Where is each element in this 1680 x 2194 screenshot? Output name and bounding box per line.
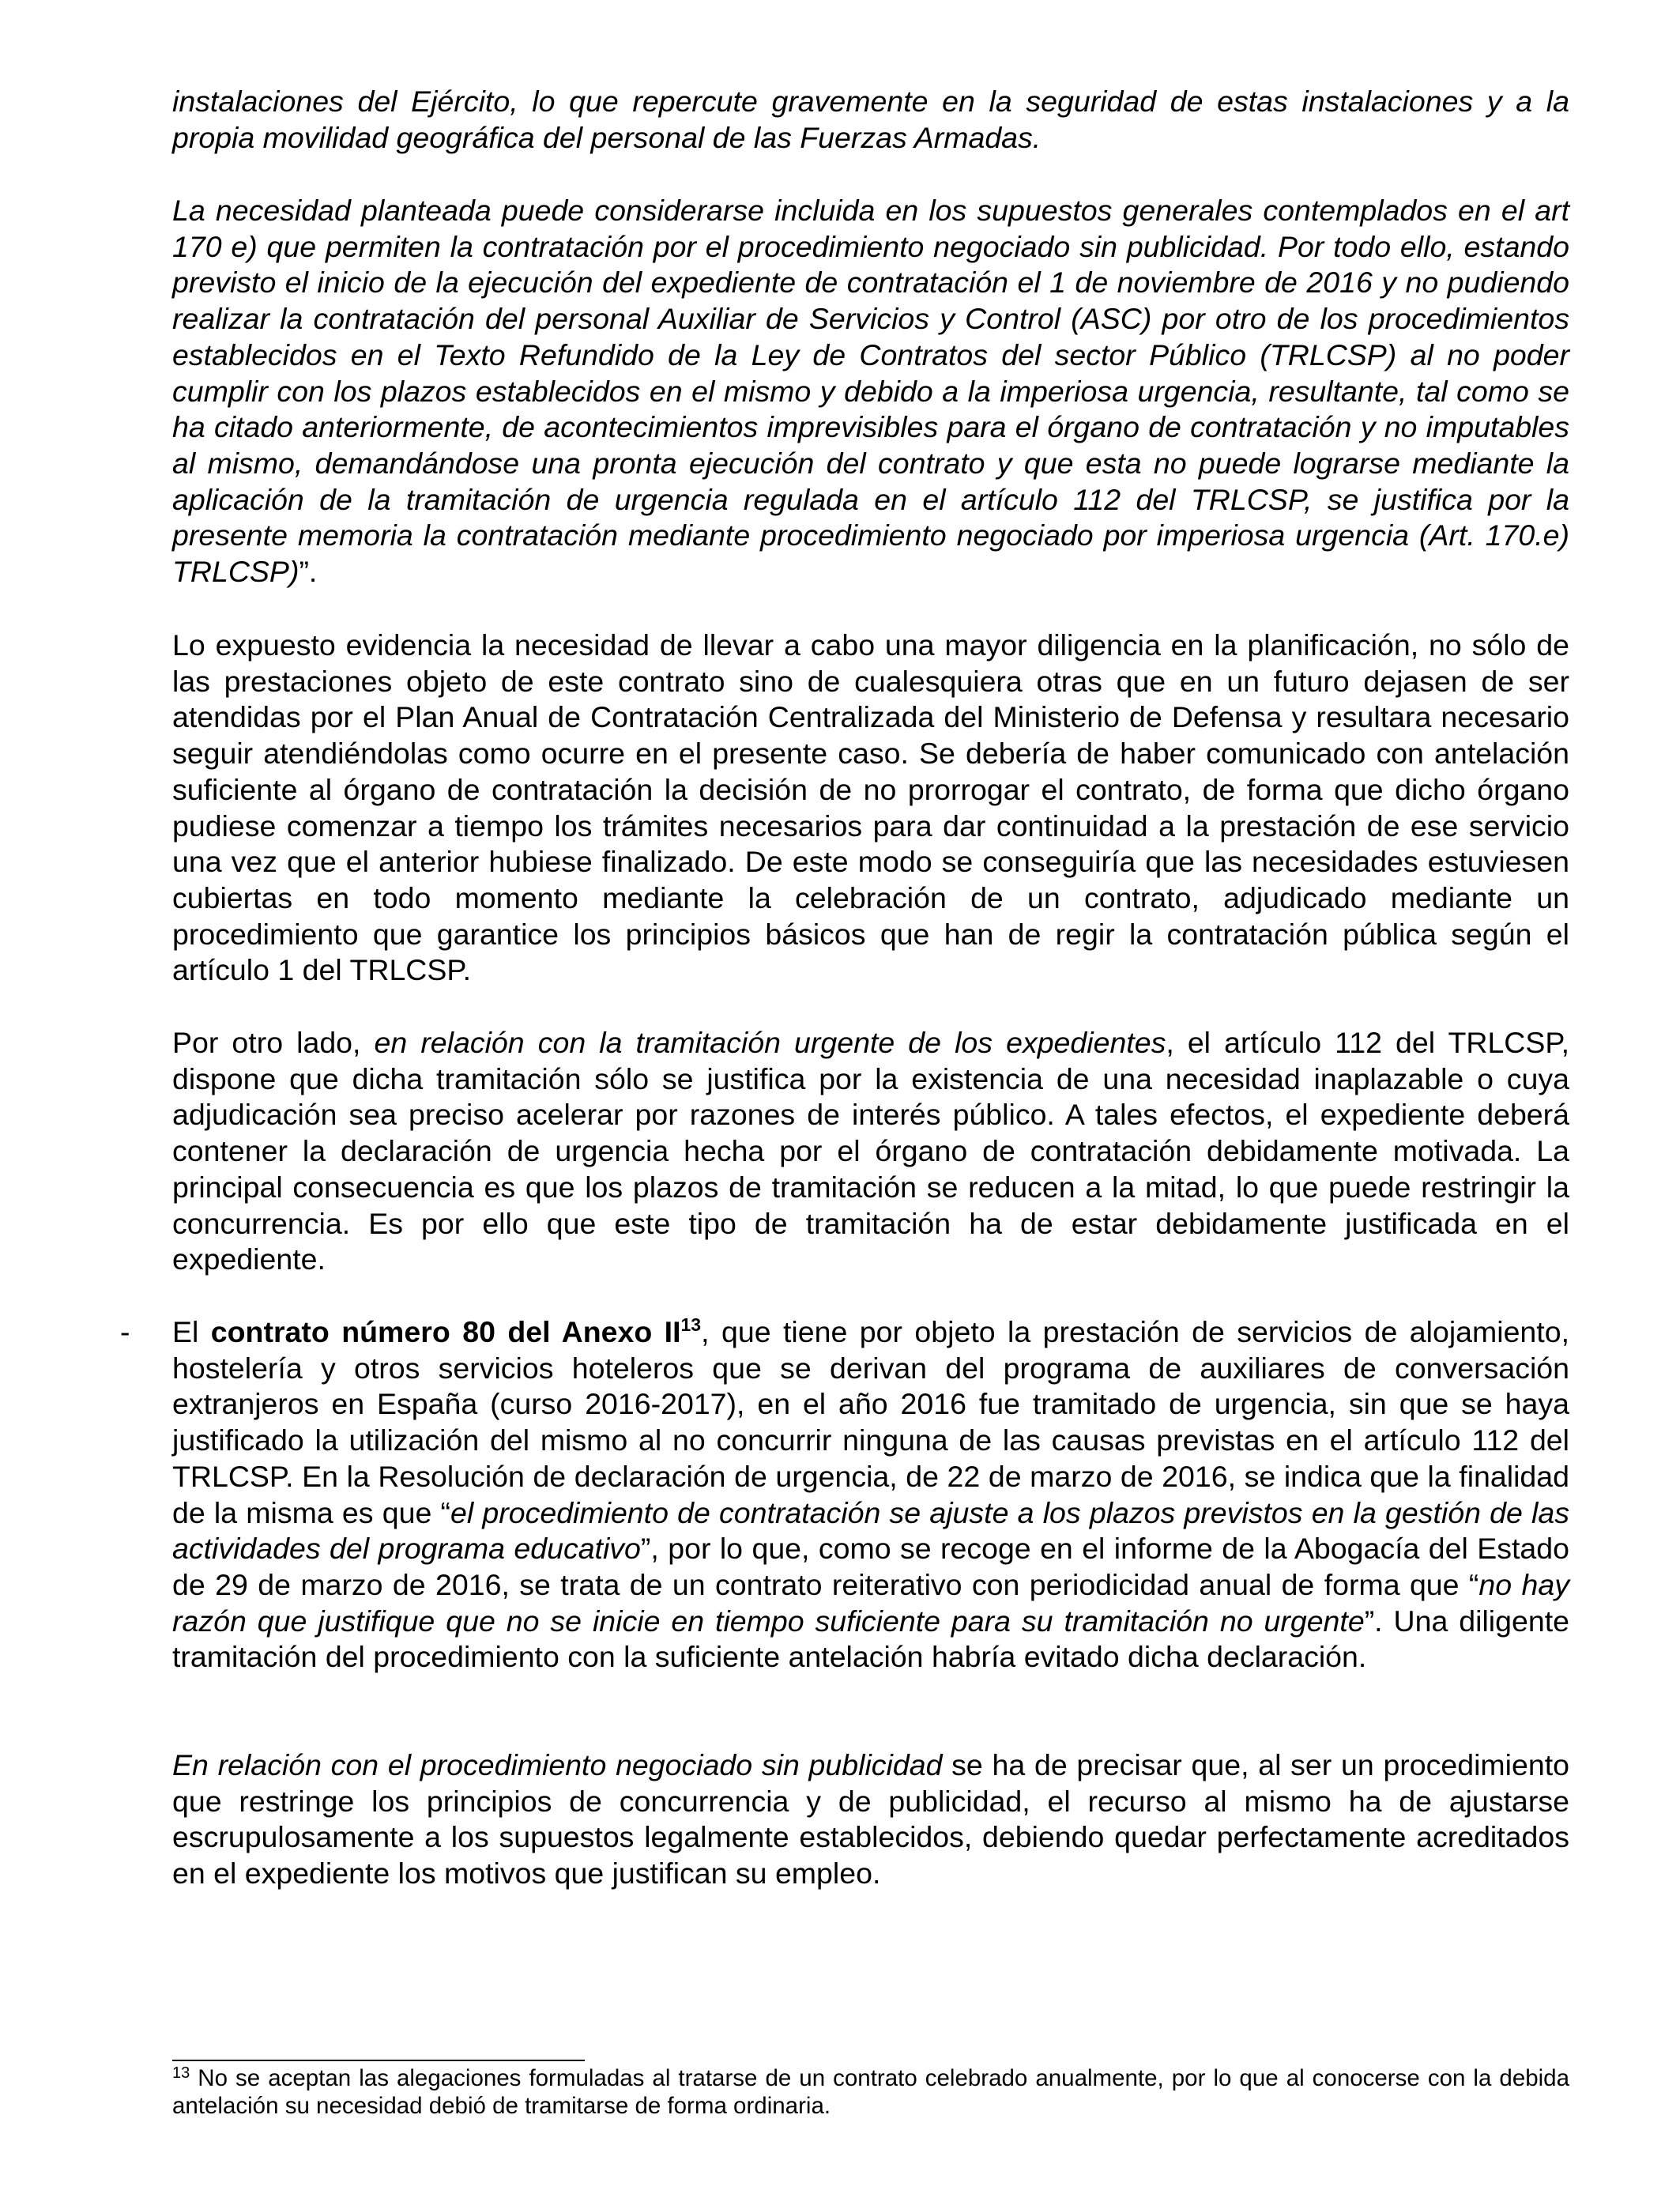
list-bullet-dash: -	[120, 1315, 130, 1348]
paragraph-5-quote-1: el procedimiento de contratación se ajuste a los plazos previstos en la gestión de las actividades del programa educativo	[172, 1495, 1569, 1566]
paragraph-2-text: La necesidad planteada puede considerarse incluida en los supuestos generales contemplados en el art 170 e) que permiten la contratación por el procedimiento negociado sin publicidad. Por todo ello, estando previsto el inicio de la ejecución del expediente de contratación el 1 de noviembre de 2016 y no pudiendo realizar la contratación del personal Auxiliar de Servicios y Control (ASC) por otro de los procedimientos establecidos en el Texto Refundido de la Ley de Contratos del sector Público (TRLCSP) al no poder cumplir con los plazos establecidos en el mismo y debido a la imperiosa urgencia, resultante, tal como se ha citado anteriormente, de acontecimientos imprevisibles para el órgano de contratación y no imputables al mismo, demandándose una pronta ejecución del contrato y que esta no puede lograrse mediante la aplicación de la tramitación de urgencia regulada en el artículo 112 del TRLCSP, se justifica por la presente memoria la contratación mediante procedimiento negociado por imperiosa urgencia (Art. 170.e) TRLCSP)	[172, 194, 1569, 589]
paragraph-2	[172, 193, 1569, 590]
paragraph-5-lead: El	[172, 1315, 211, 1348]
paragraph-4	[172, 1025, 1569, 1278]
footnote-separator	[172, 2060, 585, 2061]
footnote-reference-13[interactable]: 13	[680, 1314, 702, 1335]
paragraph-5-body-3: ”. Una diligente tramitación del procedimiento con la suficiente antelación habría evitado dicha declaración.	[172, 1604, 1569, 1674]
footnote-13	[172, 2064, 1569, 2120]
paragraph-1-text: instalaciones del Ejército, lo que repercute gravemente en la seguridad de estas instalaciones y a la propia movilidad geográfica del personal de las Fuerzas Armadas.	[172, 85, 1569, 154]
paragraph-3-text: Lo expuesto evidencia la necesidad de llevar a cabo una mayor diligencia en la planificación, no sólo de las prestaciones objeto de este contrato sino de cualesquiera otras que en un futuro dejasen de ser atendidas por el Plan Anual de Contratación Centralizada del Ministerio de Defensa y resultara necesario seguir atendiéndolas como ocurre en el presente caso. Se debería de haber comunicado con antelación suficiente al órgano de contratación la decisión de no prorrogar el contrato, de forma que dicho órgano pudiese comenzar a tiempo los trámites necesarios para dar continuidad a la prestación de ese servicio una vez que el anterior hubiese finalizado. De este modo se conseguiría que las necesidades estuviesen cubiertas en todo momento mediante la celebración de un contrato, adjudicado mediante un procedimiento que garantice los principios básicos que han de regir la contratación pública según el artículo 1 del TRLCSP.	[172, 628, 1569, 987]
paragraph-5-contract-ref: contrato número 80 del Anexo II	[210, 1315, 681, 1348]
paragraph-6-italic: En relación con el procedimiento negociado sin publicidad	[172, 1748, 943, 1781]
paragraph-4-italic: en relación con la tramitación urgente de los expedientes	[374, 1026, 1166, 1059]
paragraph-4-body: , el artículo 112 del TRLCSP, dispone que dicha tramitación sólo se justifica por la existencia de una necesidad inaplazable o cuya adjudicación sea preciso acelerar por razones de interés público. A tales efectos, el expediente deberá contener la declaración de urgencia hecha por el órgano de contratación debidamente motivada. La principal consecuencia es que los plazos de tramitación se reducen a la mitad, lo que puede restringir la concurrencia. Es por ello que este tipo de tramitación ha de estar debidamente justificada en el expediente.	[172, 1026, 1569, 1276]
paragraph-5-quote-2: no hay razón que justifique que no se inicie en tiempo suficiente para su tramitación no urgente	[172, 1567, 1569, 1638]
paragraph-3	[172, 628, 1569, 989]
paragraph-4-lead: Por otro lado,	[172, 1026, 375, 1059]
paragraph-1	[172, 84, 1569, 156]
paragraph-5	[172, 1314, 1569, 1676]
footnote-number: 13	[172, 2064, 190, 2082]
paragraph-5-body-2: ”, por lo que, como se recoge en el informe de la Abogacía del Estado de 29 de marzo de 2016, se trata de un contrato reiterativo con periodicidad anual de forma que “	[172, 1532, 1569, 1601]
paragraph-5-body-1: , que tiene por objeto la prestación de servicios de alojamiento, hostelería y otros servicios hoteleros que se derivan del programa de auxiliares de conversación extranjeros en España (curso 2016-2017), en el año 2016 fue tramitado de urgencia, sin que se haya justificado la utilización del mismo al no concurrir ninguna de las causas previstas en el artículo 112 del TRLCSP. En la Resolución de declaración de urgencia, de 22 de marzo de 2016, se indica que la finalidad de la misma es que “	[172, 1315, 1569, 1529]
paragraph-2-closing-quote: ”.	[299, 555, 318, 589]
paragraph-6	[172, 1747, 1569, 1892]
paragraph-6-body: se ha de precisar que, al ser un procedimiento que restringe los principios de concurrencia y de publicidad, el recurso al mismo ha de ajustarse escrupulosamente a los supuestos legalmente establecidos, debiendo quedar perfectamente acreditados en el expediente los motivos que justifican su empleo.	[172, 1748, 1569, 1891]
footnote-text: No se aceptan las alegaciones formuladas al tratarse de un contrato celebrado anualmente, por lo que al conocerse con la debida antelación su necesidad debió de tramitarse de forma ordinaria.	[172, 2065, 1569, 2119]
